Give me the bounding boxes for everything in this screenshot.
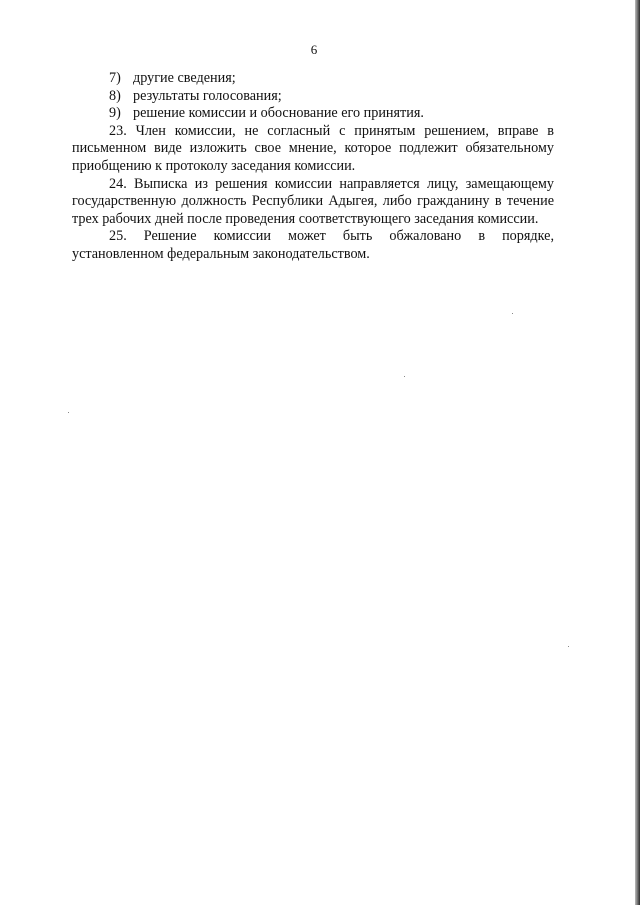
scan-speck [568,646,569,647]
list-item [72,88,554,106]
scan-speck [68,412,69,413]
list-item-number: 8) [109,87,121,104]
list-item-text: другие сведения; [133,70,236,86]
scan-speck [404,376,405,377]
page-number: 6 [310,42,318,57]
paragraph-23: 23. Член комиссии, не согласный с принятым решением, вправе в письменном виде изложить свое мнение, которое подлежит обязательному приобщению к протоколу заседания комиссии. [72,122,554,174]
list-item-text: результаты голосования; [133,87,282,104]
scan-speck [512,313,513,314]
document-body [72,70,554,264]
list-item-number: 7) [109,70,121,86]
list-item-text: решение комиссии и обоснование его принятия. [133,105,424,122]
list-item [72,70,554,88]
scan-edge-shadow [635,0,640,905]
list-item [72,105,554,123]
list-item-number: 9) [109,105,121,122]
paragraph-25: 25. Решение комиссии может быть обжаловано в порядке, установленном федеральным законодательством. [72,228,554,262]
paragraph-24: 24. Выписка из решения комиссии направляется лицу, замещающему государственную должность Республики Адыгея, либо гражданину в течение трех рабочих дней после проведения соответствующего заседания комиссии. [72,175,554,227]
